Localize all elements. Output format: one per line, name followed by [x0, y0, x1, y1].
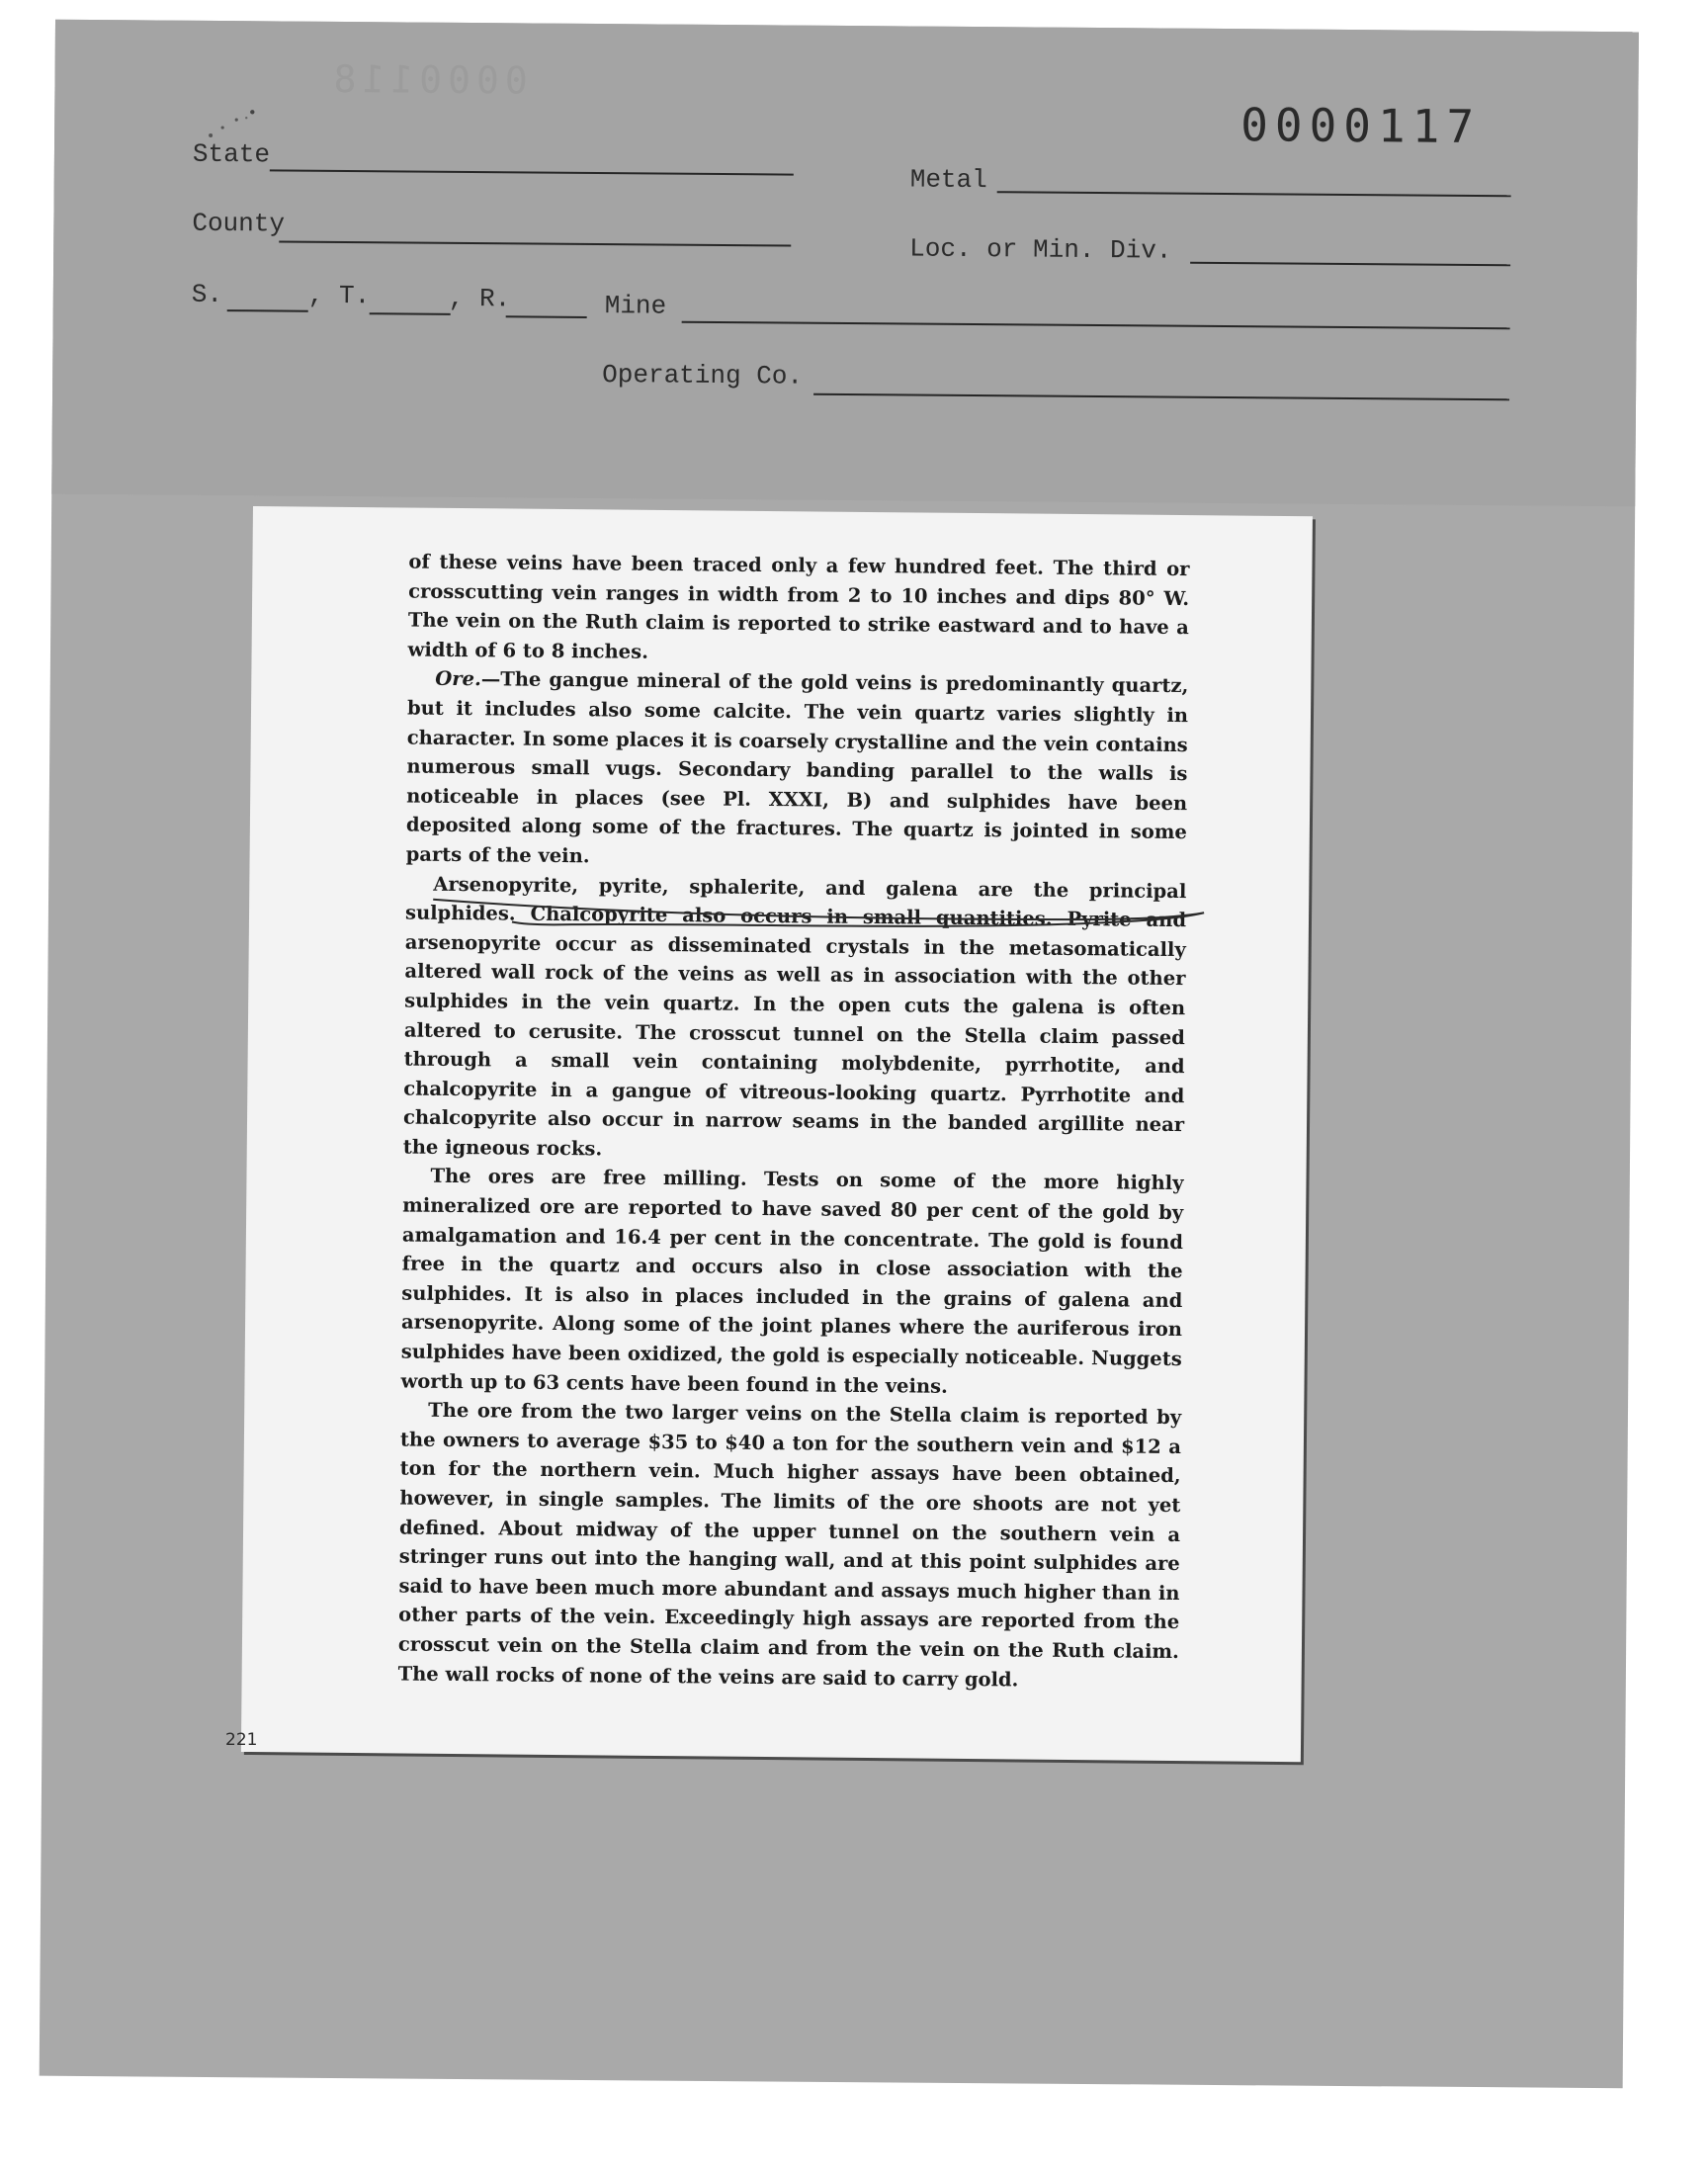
paragraph-2 [405, 664, 1188, 877]
ghost-document-number: 0000118 [327, 56, 528, 103]
ore-paragraph-body: —The gangue mineral of the gold veins is predominantly quartz, but it includes also some calcite. The vein quartz varies slightly in character. In some places it is coarsely crystalline and the vein contains numerous small vugs. Secondary banding parallel to the walls is noticeable in places (see Pl. XXXI, B) and sulphides have been deposited along some of the fractures. The quartz is jointed in some parts of the vein. [405, 667, 1189, 868]
paragraph-3: Arsenopyrite, pyrite, sphalerite, and galena are the principal sulphides. Chalcopyrite also occurs in small quantities. Pyrite and arsenopyrite occur as disseminated crystals in the metasomatically altered wall rock of the veins as well as in association with the other sulphides in the vein quartz. In the open cuts the galena is often altered to cerusite. The crosscut tunnel on the Stella claim passed through a small vein containing molybdenite, pyrrhotite, and chalcopyrite in a gangue of vitreous-looking quartz. Pyrrhotite and chalcopyrite also occur in narrow seams in the banded argillite near the igneous rocks. [402, 872, 1187, 1161]
operating-co-label: Operating Co. [602, 360, 804, 392]
mine-label: Mine [604, 291, 667, 321]
body-text [398, 548, 1190, 1696]
document-number: 0000117 [1240, 98, 1482, 154]
paragraph-5: The ore from the two larger veins on the Stella claim is reported by the owners to average $35 to $40 a ton for the southern vein and $12 a ton for the northern vein. Much higher assays have been obtained, however, in single samples. The limits of the ore shoots are not yet defined. About midway of the upper tunnel on the southern vein a stringer runs out into the hanging wall, and at this point sulphides are said to have been much more abundant and assays much higher than in other parts of the vein. Exceedingly high assays are reported from the crosscut vein on the Stella claim and from the vein on the Ruth claim. The wall rocks of none of the veins are said to carry gold. [397, 1398, 1182, 1692]
township-label: , T. [307, 280, 371, 311]
paragraph-4: The ores are free milling. Tests on some of the more highly mineralized ore are reported to have saved 80 per cent of the gold by amalgamation and 16.4 per cent in the concentrate. The gold is found free in the quartz and occurs also in close association with the sulphides. It is also in places included in the grains of galena and arsenopyrite. Along some of the joint planes where the auriferous iron sulphides have been oxidized, the gold is especially noticeable. Nuggets worth up to 63 cents have been found in the veins. [400, 1165, 1184, 1398]
page-number: 221 [225, 1730, 258, 1750]
loc-label: Loc. or Min. Div. [909, 233, 1172, 266]
state-label: State [192, 138, 271, 170]
handwritten-underline-mark [393, 889, 1214, 934]
section-label: S. [191, 279, 223, 310]
paragraph-1: of these veins have been traced only a few hundred feet. The third or crosscutting vein ranges in width from 2 to 10 inches and dips 80° W. The vein on the Ruth claim is reported to strike eastward and to have a width of 6 to 8 inches. [407, 550, 1190, 663]
pasted-text-clipping [241, 506, 1313, 1762]
range-label: , R. [448, 283, 511, 314]
ore-heading: Ore. [435, 667, 481, 691]
county-label: County [192, 208, 286, 239]
metal-label: Metal [909, 164, 987, 196]
